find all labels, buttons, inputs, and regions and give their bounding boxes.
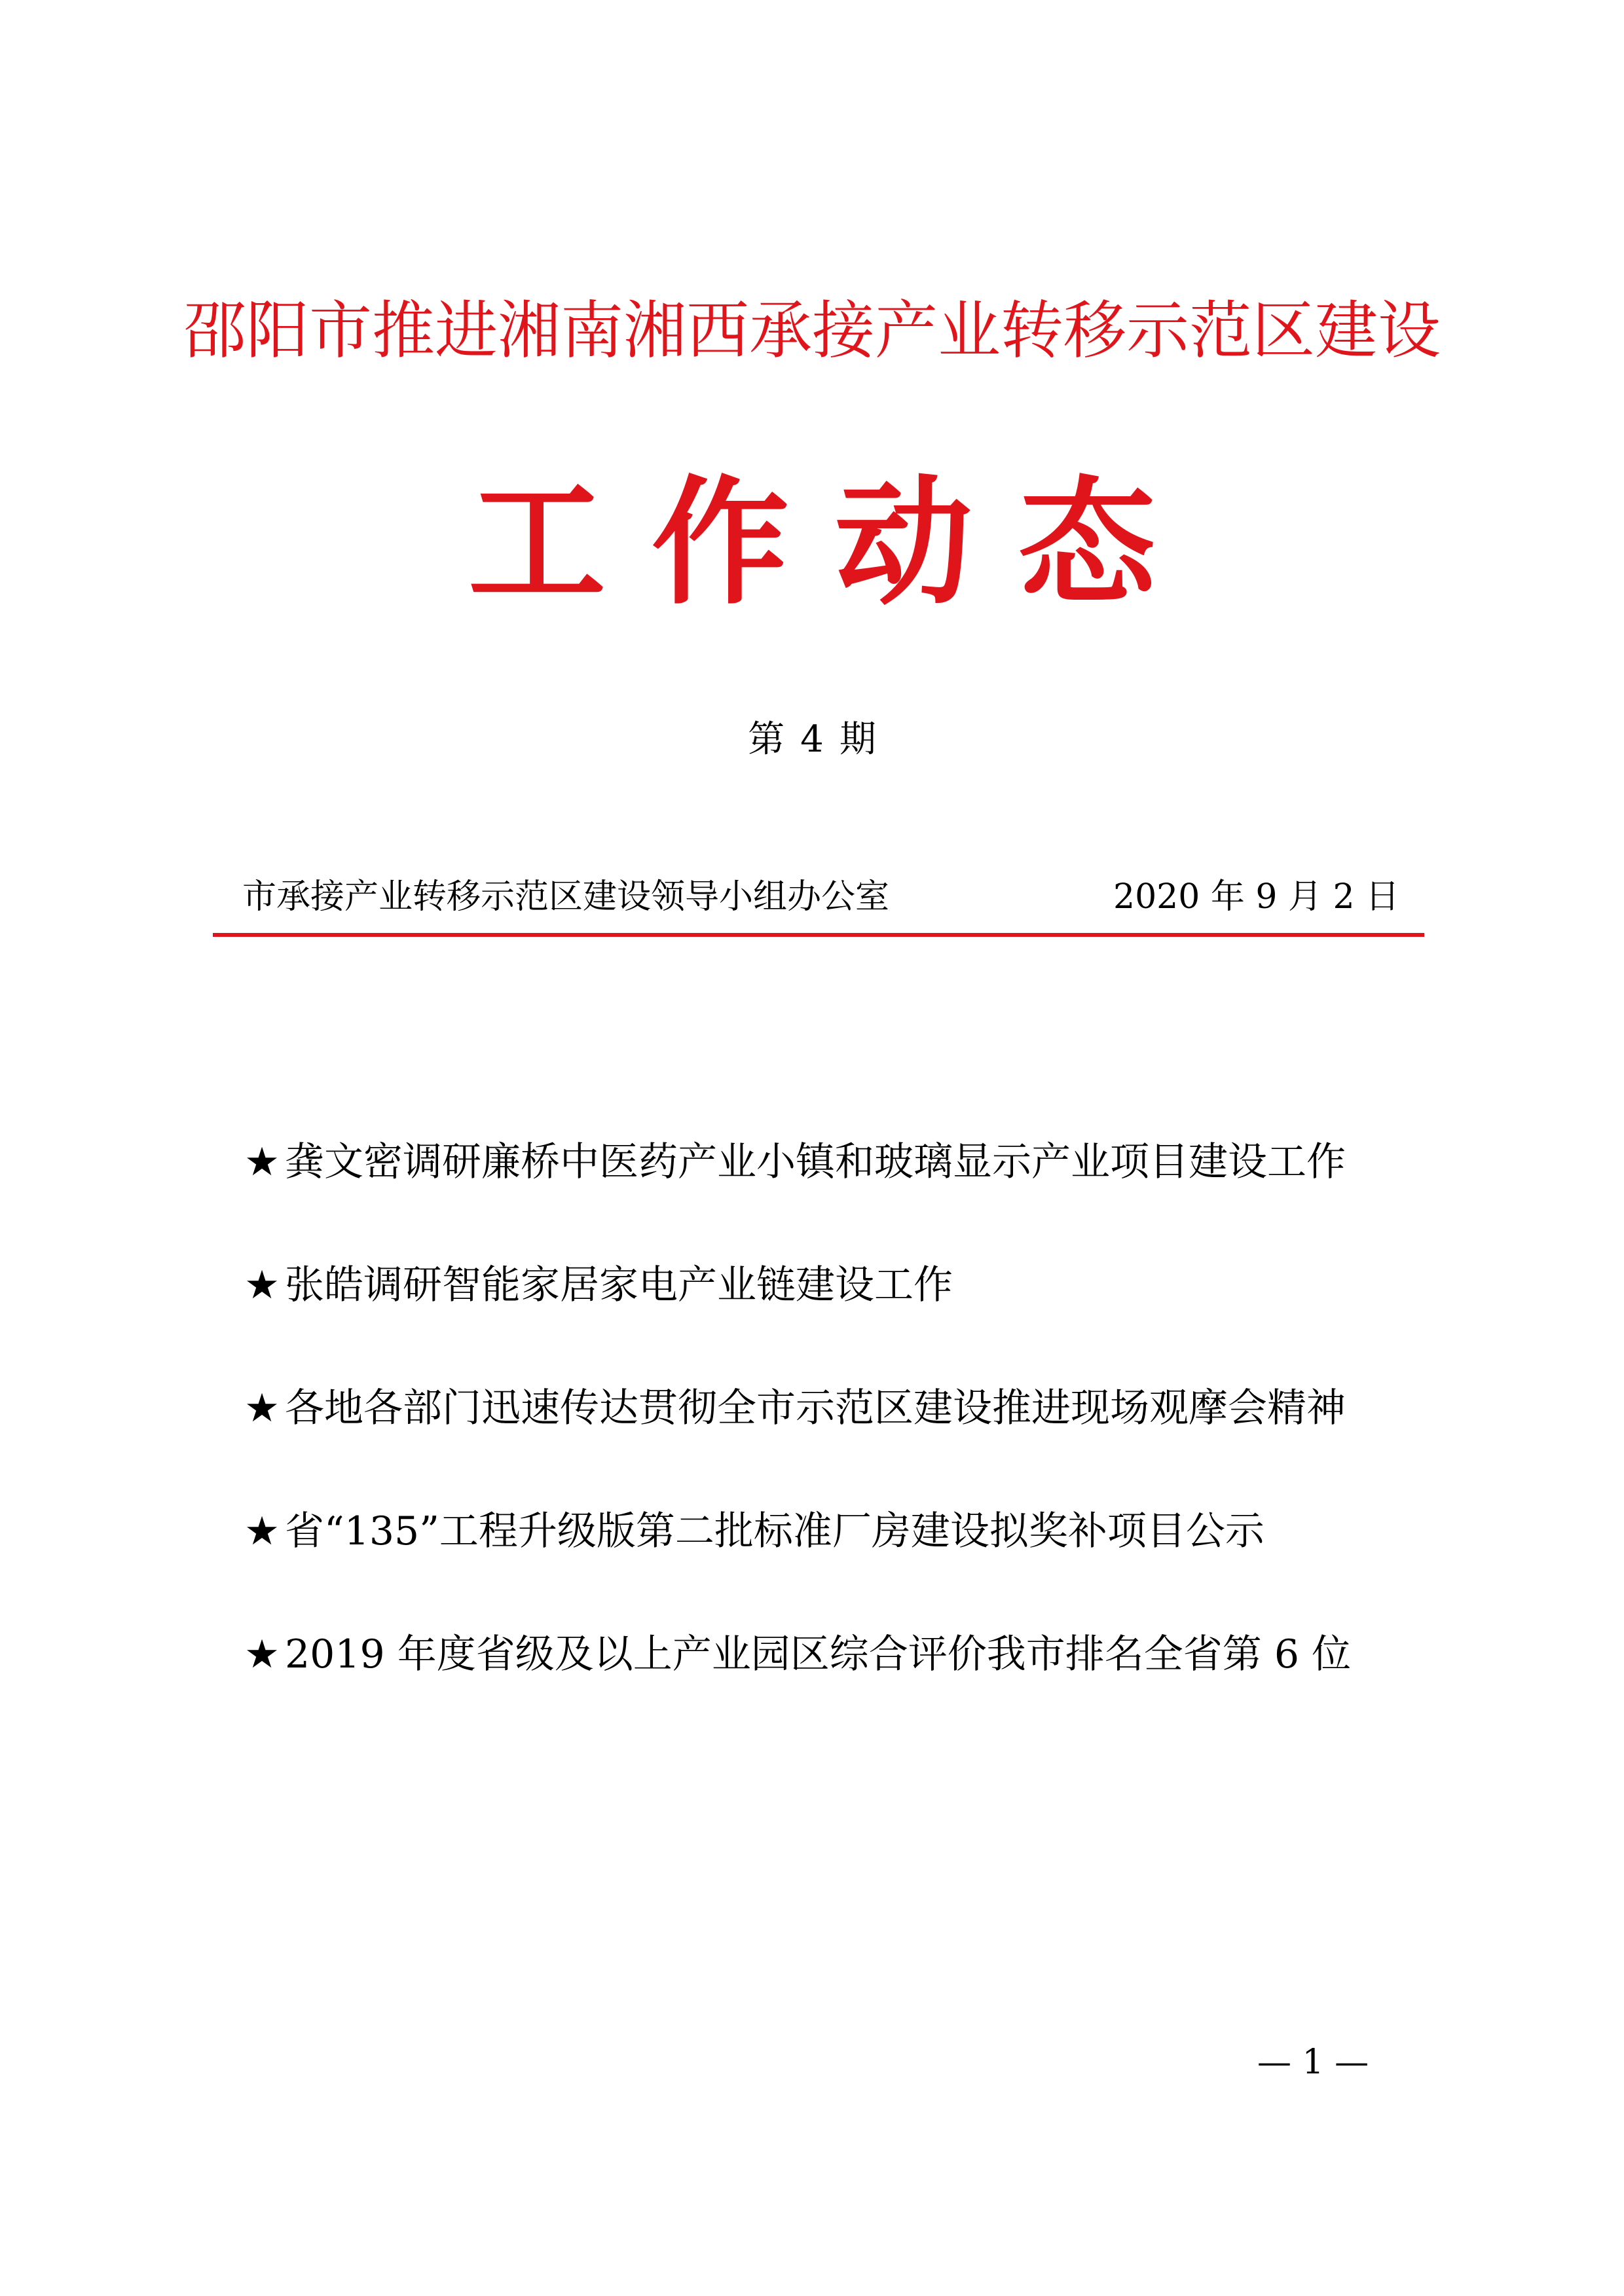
- star-icon: ★: [244, 1139, 280, 1185]
- page-number: — 1 —: [1257, 2043, 1369, 2082]
- headline-item: [239, 1505, 1418, 1558]
- headline-text: 2019 年度省级及以上产业园区综合评价我市排名全省第 6 位: [285, 1631, 1352, 1677]
- issue-date: 2020 年 9 月 2 日: [1113, 877, 1400, 917]
- star-icon: ★: [244, 1385, 280, 1431]
- issue-suffix: 期: [839, 718, 876, 761]
- headline-text: 各地各部门迅速传达贯彻全市示范区建设推进现场观摩会精神: [285, 1385, 1346, 1431]
- issue-number: [0, 714, 1624, 766]
- headline-text: 龚文密调研廉桥中医药产业小镇和玻璃显示产业项目建设工作: [285, 1139, 1346, 1185]
- issuing-office: 市承接产业转移示范区建设领导小组办公室: [242, 877, 890, 917]
- headline-item: [239, 1259, 1418, 1311]
- headline-text: 张皓调研智能家居家电产业链建设工作: [285, 1262, 953, 1308]
- masthead-org-line: 邵阳市推进湘南湘西承接产业转移示范区建设: [183, 294, 1441, 367]
- headline-item: [239, 1628, 1418, 1681]
- issue-prefix: 第: [748, 718, 785, 761]
- issue-number-value: 4: [800, 718, 824, 761]
- headline-list: [239, 1136, 1418, 1751]
- star-icon: ★: [244, 1262, 280, 1308]
- red-divider-rule: [213, 933, 1424, 937]
- masthead-title: 工作动态: [468, 463, 1202, 623]
- headline-item: [239, 1382, 1418, 1434]
- star-icon: ★: [244, 1508, 280, 1554]
- headline-item: [239, 1136, 1418, 1188]
- headline-text: 省“135”工程升级版第二批标准厂房建设拟奖补项目公示: [285, 1508, 1264, 1554]
- star-icon: ★: [244, 1631, 280, 1677]
